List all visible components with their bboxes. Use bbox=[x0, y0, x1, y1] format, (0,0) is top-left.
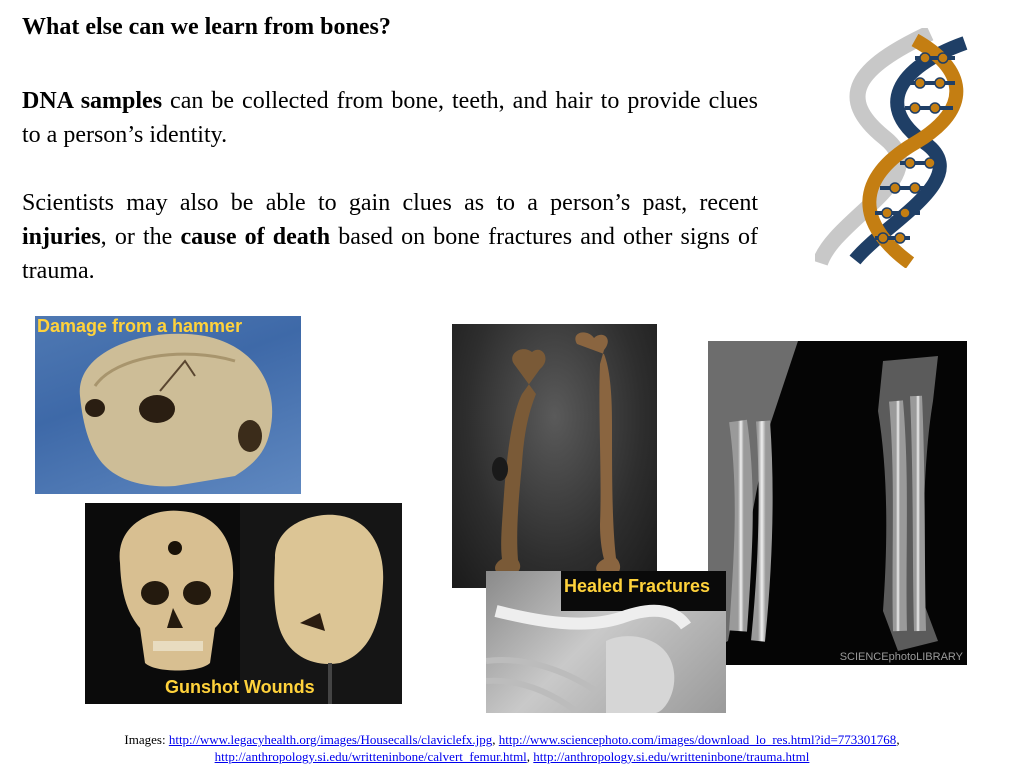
credit-link-calvert-femur[interactable]: http://anthropology.si.edu/writteninbone/calvert_femur.html bbox=[214, 749, 527, 764]
dna-paragraph bbox=[22, 84, 758, 152]
credit-link-claviclefx[interactable]: http://www.legacyhealth.org/images/Housecalls/claviclefx.jpg bbox=[168, 732, 493, 747]
trauma-paragraph bbox=[22, 186, 758, 288]
image-credits: Images: http://www.legacyhealth.org/images/Housecalls/claviclefx.jpg, http://www.sciencephoto.com/images/download_lo_res.html?id=773301768, http://anthropology.si.edu/writteninbone/calvert_femur.html, http://anthropology.si.edu/writteninbone/trauma.html bbox=[124, 732, 900, 764]
credit-link-trauma[interactable]: http://anthropology.si.edu/writteninbone/trauma.html bbox=[533, 749, 810, 764]
arm-xray-photo bbox=[708, 341, 967, 665]
dna-samples-term: DNA samples bbox=[22, 88, 163, 114]
clavicle-xray-photo bbox=[486, 571, 726, 713]
hammer-caption: Damage from a hammer bbox=[37, 316, 243, 336]
trauma-text-3: based on bone fractures and other signs of trauma. bbox=[22, 224, 759, 284]
femur-bones-photo bbox=[452, 324, 657, 588]
cause-of-death-term: cause of death bbox=[180, 224, 331, 250]
xray-watermark: SCIENCEphotoLIBRARY bbox=[839, 651, 963, 663]
credit-link-sciencephoto[interactable]: http://www.sciencephoto.com/images/download_lo_res.html?id=773301768 bbox=[498, 732, 897, 747]
trauma-text-1: Scientists may also be able to gain clues as to a person’s past, recent bbox=[22, 190, 758, 216]
dna-paragraph-text: can be collected from bone, teeth, and hair to provide clues to a person’s identity. bbox=[22, 88, 758, 148]
credits-prefix: Images: bbox=[124, 732, 169, 747]
trauma-text-2: , or the bbox=[100, 224, 181, 250]
healed-fractures-caption: Healed Fractures bbox=[564, 576, 711, 596]
hammer-damage-skull-photo bbox=[35, 316, 301, 494]
slide-heading: What else can we learn from bones? bbox=[22, 14, 391, 40]
gunshot-skulls-photo bbox=[85, 503, 402, 704]
gunshot-caption: Gunshot Wounds bbox=[165, 677, 315, 697]
dna-helix-icon bbox=[815, 28, 985, 268]
injuries-term: injuries bbox=[22, 224, 101, 250]
